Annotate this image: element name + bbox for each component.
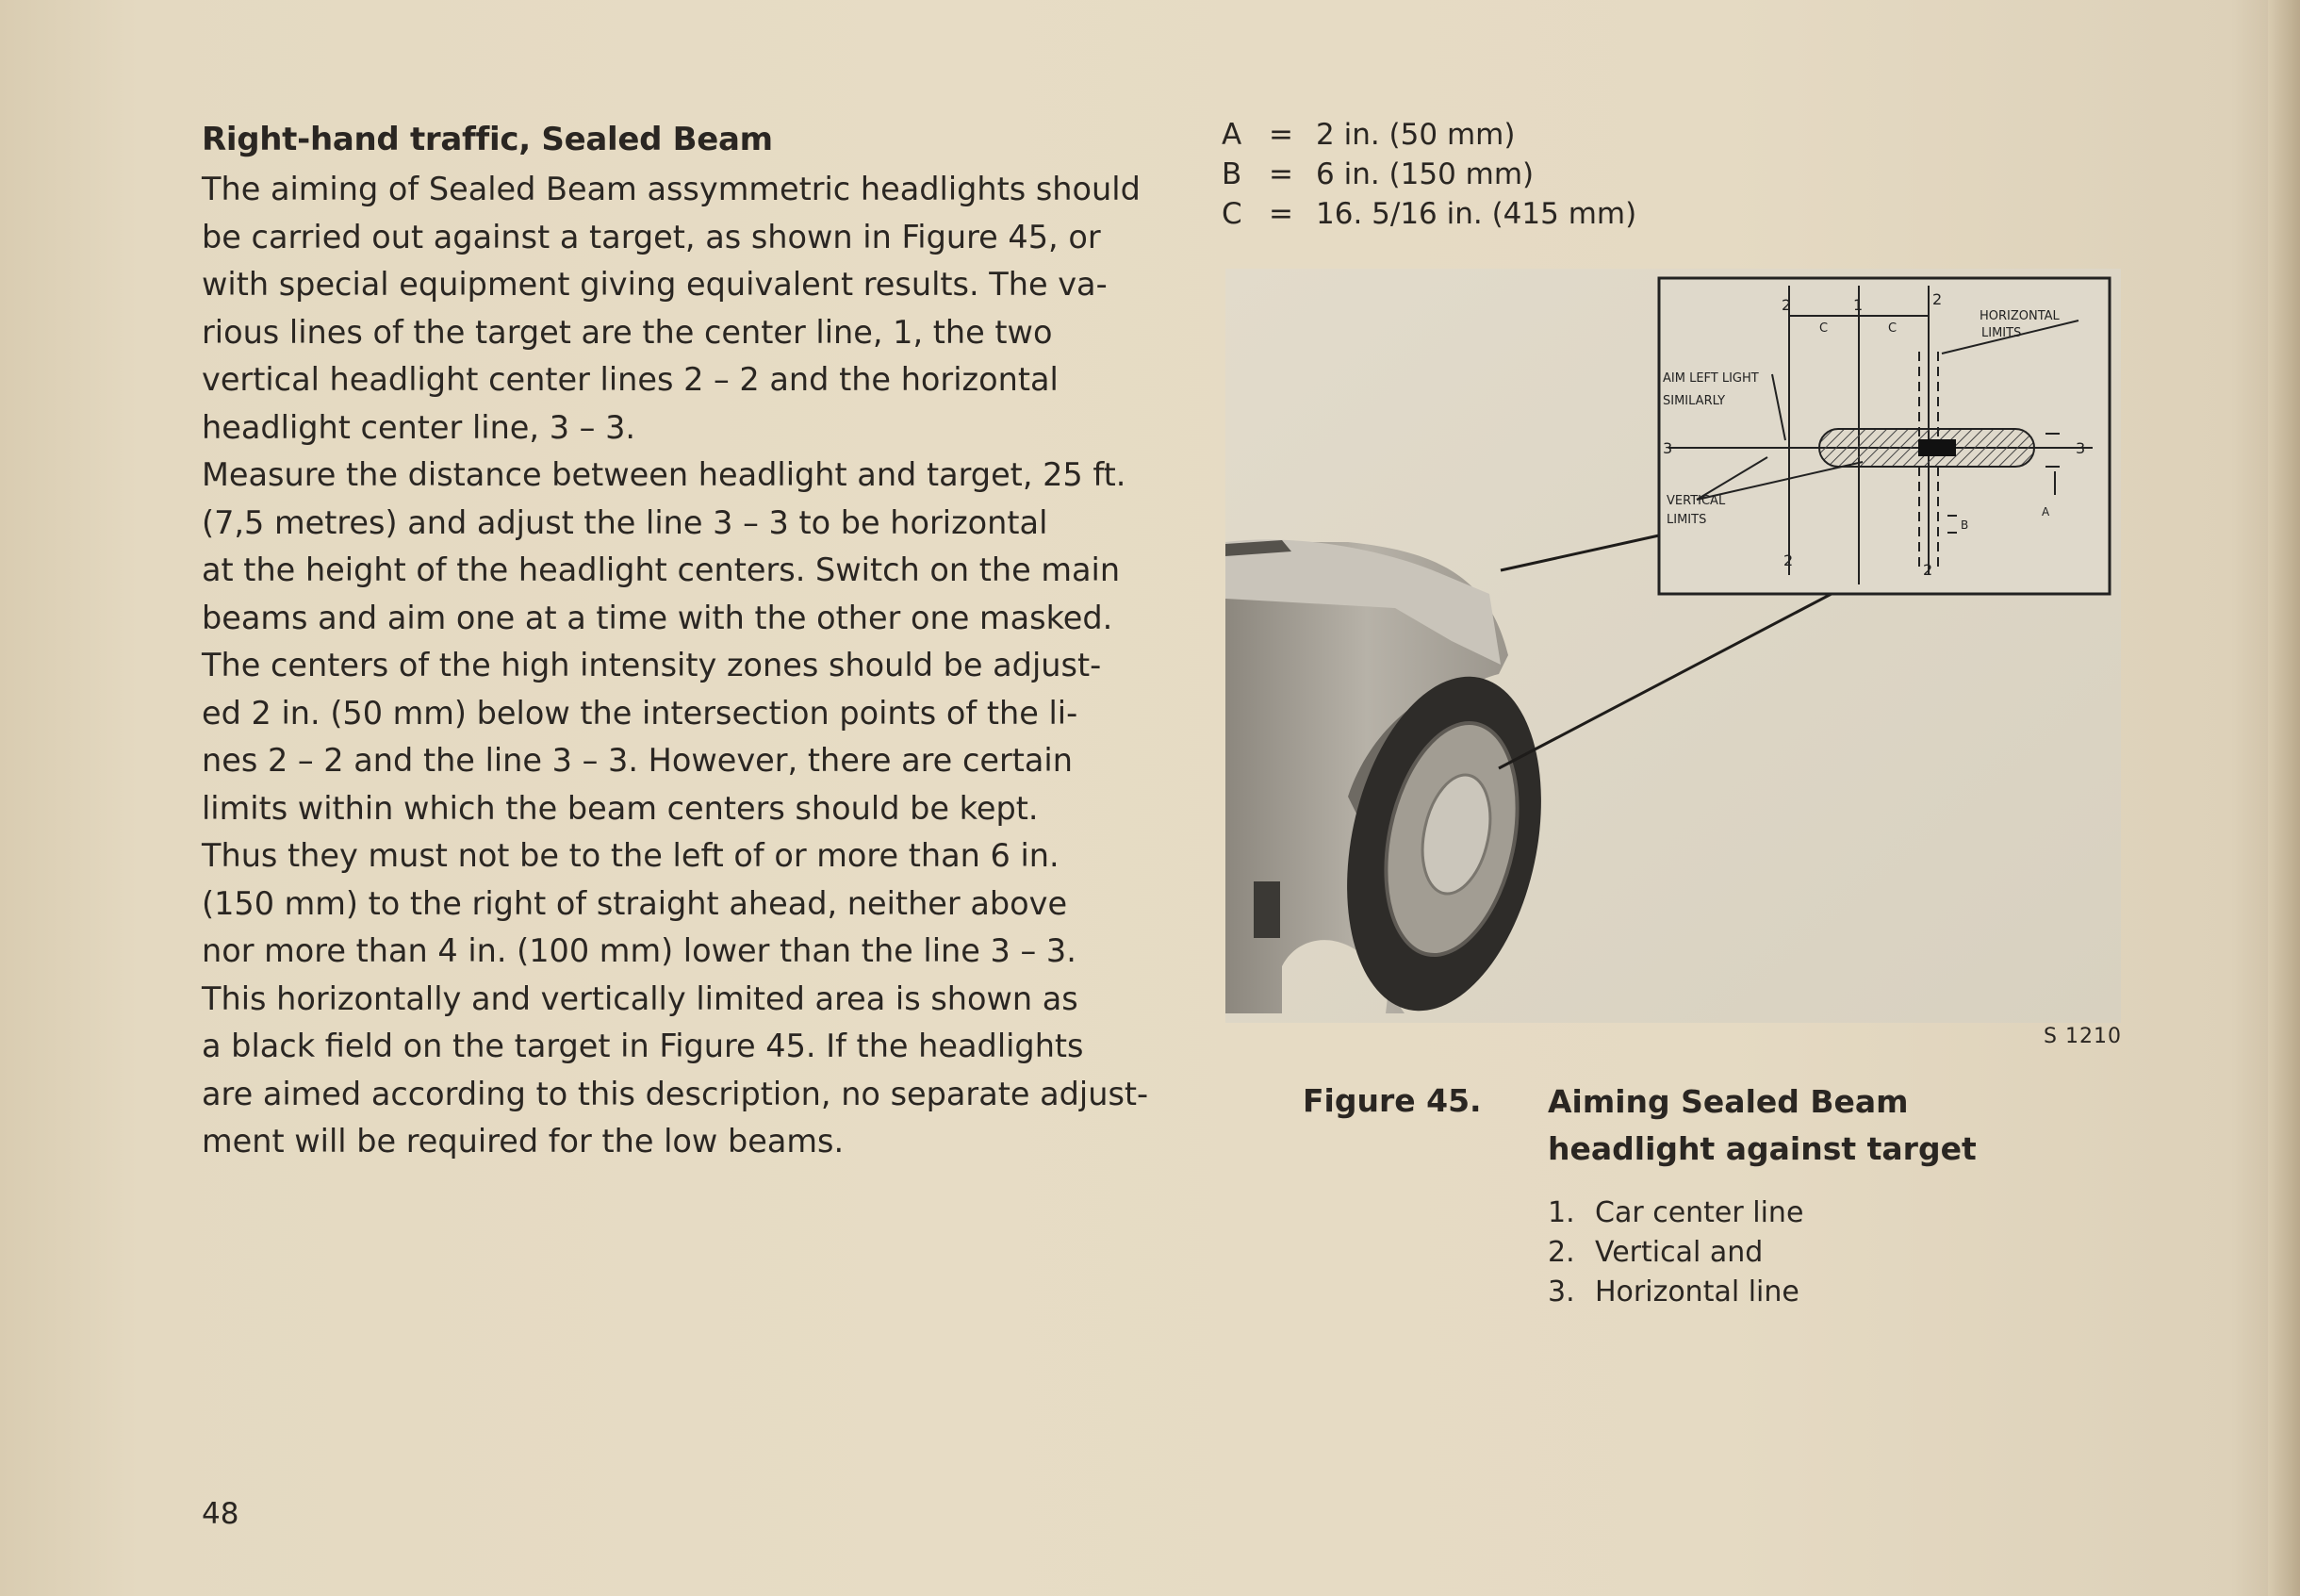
dimension-definitions (1222, 115, 1636, 234)
legend-item (1548, 1273, 1803, 1312)
legend-text: Car center line (1595, 1196, 1804, 1229)
legend-item (1548, 1193, 1803, 1233)
figure-label: Figure 45. (1303, 1082, 1482, 1119)
body-line: The aiming of Sealed Beam assymmetric headlights should (202, 171, 1141, 207)
body-line: ed 2 in. (50 mm) below the intersection points of the li- (202, 694, 1078, 732)
definition-key: B (1222, 157, 1242, 191)
body-line: beams and aim one at a time with the other one masked. (202, 599, 1113, 636)
diagram-label-horizontal-limits-2: LIMITS (1981, 326, 2022, 340)
legend-text: Vertical and (1595, 1236, 1764, 1269)
diagram-label-aim-left-2: SIMILARLY (1663, 394, 1726, 408)
body-line: be carried out against a target, as shown in Figure 45, or (202, 218, 1101, 255)
body-line: a black field on the target in Figure 45. If the headlights (202, 1028, 1084, 1064)
diagram-label-line-2-bottom-left: 2 (1783, 551, 1794, 569)
body-line: The centers of the high intensity zones should be adjust- (202, 647, 1102, 683)
body-line: Thus they must not be to the left of or more than 6 in. (202, 837, 1060, 874)
diagram-label-line-2-right: 2 (1932, 290, 1943, 308)
legend-text: Horizontal line (1595, 1275, 1799, 1308)
body-line: with special equipment giving equivalent results. The va- (202, 266, 1108, 303)
legend-number: 3. (1548, 1275, 1575, 1308)
diagram-label-vertical-limits-1: VERTICAL (1667, 494, 1726, 508)
definition-row (1222, 115, 1636, 155)
body-line: at the height of the headlight centers. Switch on the main (202, 551, 1121, 588)
definition-equals: = (1269, 118, 1293, 152)
diagram-label-line-2: 2 (1782, 296, 1792, 314)
body-line: nor more than 4 in. (100 mm) lower than the line 3 – 3. (202, 932, 1076, 969)
body-line: headlight center line, 3 – 3. (202, 408, 636, 446)
diagram-label-line-3-right: 3 (2076, 439, 2086, 457)
diagram-label-horizontal-limits-1: HORIZONTAL (1980, 309, 2060, 323)
figure-legend (1548, 1193, 1803, 1312)
diagram-label-line-2-bottom-right: 2 (1923, 561, 1933, 579)
figure-45-illustration (1225, 269, 2121, 1023)
figure-caption: Aiming Sealed Beam headlight against target (1548, 1083, 1977, 1167)
definition-value: 16. 5/16 in. (415 mm) (1316, 197, 1637, 231)
section-heading: Right-hand traffic, Sealed Beam (202, 121, 773, 158)
definition-value: 2 in. (50 mm) (1316, 118, 1516, 152)
diagram-label-dim-b: B (1961, 518, 1969, 532)
definition-equals: = (1269, 197, 1293, 231)
definition-row (1222, 194, 1636, 234)
aiming-target (1659, 278, 2110, 594)
body-line: nes 2 – 2 and the line 3 – 3. However, there are certain (202, 742, 1073, 779)
page-edge (2268, 0, 2300, 1596)
body-line: This horizontally and vertically limited area is shown as (202, 979, 1078, 1017)
definition-value: 6 in. (150 mm) (1316, 157, 1535, 191)
body-line: (7,5 metres) and adjust the line 3 – 3 to be horizontal (202, 503, 1048, 541)
definition-row (1222, 155, 1636, 194)
diagram-label-vertical-limits-2: LIMITS (1667, 513, 1707, 527)
body-line: rious lines of the target are the center line, 1, the two (202, 313, 1053, 351)
diagram-label-c-left: C (1819, 321, 1829, 336)
diagram-label-line-3-left: 3 (1663, 439, 1673, 457)
body-line: limits within which the beam centers should be kept. (202, 789, 1039, 827)
body-paragraph (202, 166, 1163, 1166)
figure-code: S 1210 (2044, 1025, 2122, 1048)
body-line: (150 mm) to the right of straight ahead, neither above (202, 884, 1068, 922)
diagram-label-c-right: C (1888, 321, 1898, 336)
body-line: vertical headlight center lines 2 – 2 and the horizontal (202, 361, 1059, 398)
definition-equals: = (1269, 157, 1293, 191)
definition-key: A (1222, 118, 1242, 152)
diagram-label-aim-left-1: AIM LEFT LIGHT (1663, 371, 1759, 386)
diagram-label-line-1: 1 (1853, 296, 1864, 314)
body-line: Measure the distance between headlight and target, 25 ft. (202, 456, 1126, 493)
legend-number: 1. (1548, 1196, 1575, 1229)
diagram-label-dim-a: A (2042, 505, 2050, 518)
beam-black-field (1918, 439, 1956, 456)
body-line: ment will be required for the low beams. (202, 1123, 845, 1160)
legend-item (1548, 1233, 1803, 1273)
page-number: 48 (202, 1497, 239, 1531)
body-line: are aimed according to this description, no separate adjust- (202, 1075, 1149, 1112)
legend-number: 2. (1548, 1236, 1575, 1269)
definition-key: C (1222, 197, 1242, 231)
